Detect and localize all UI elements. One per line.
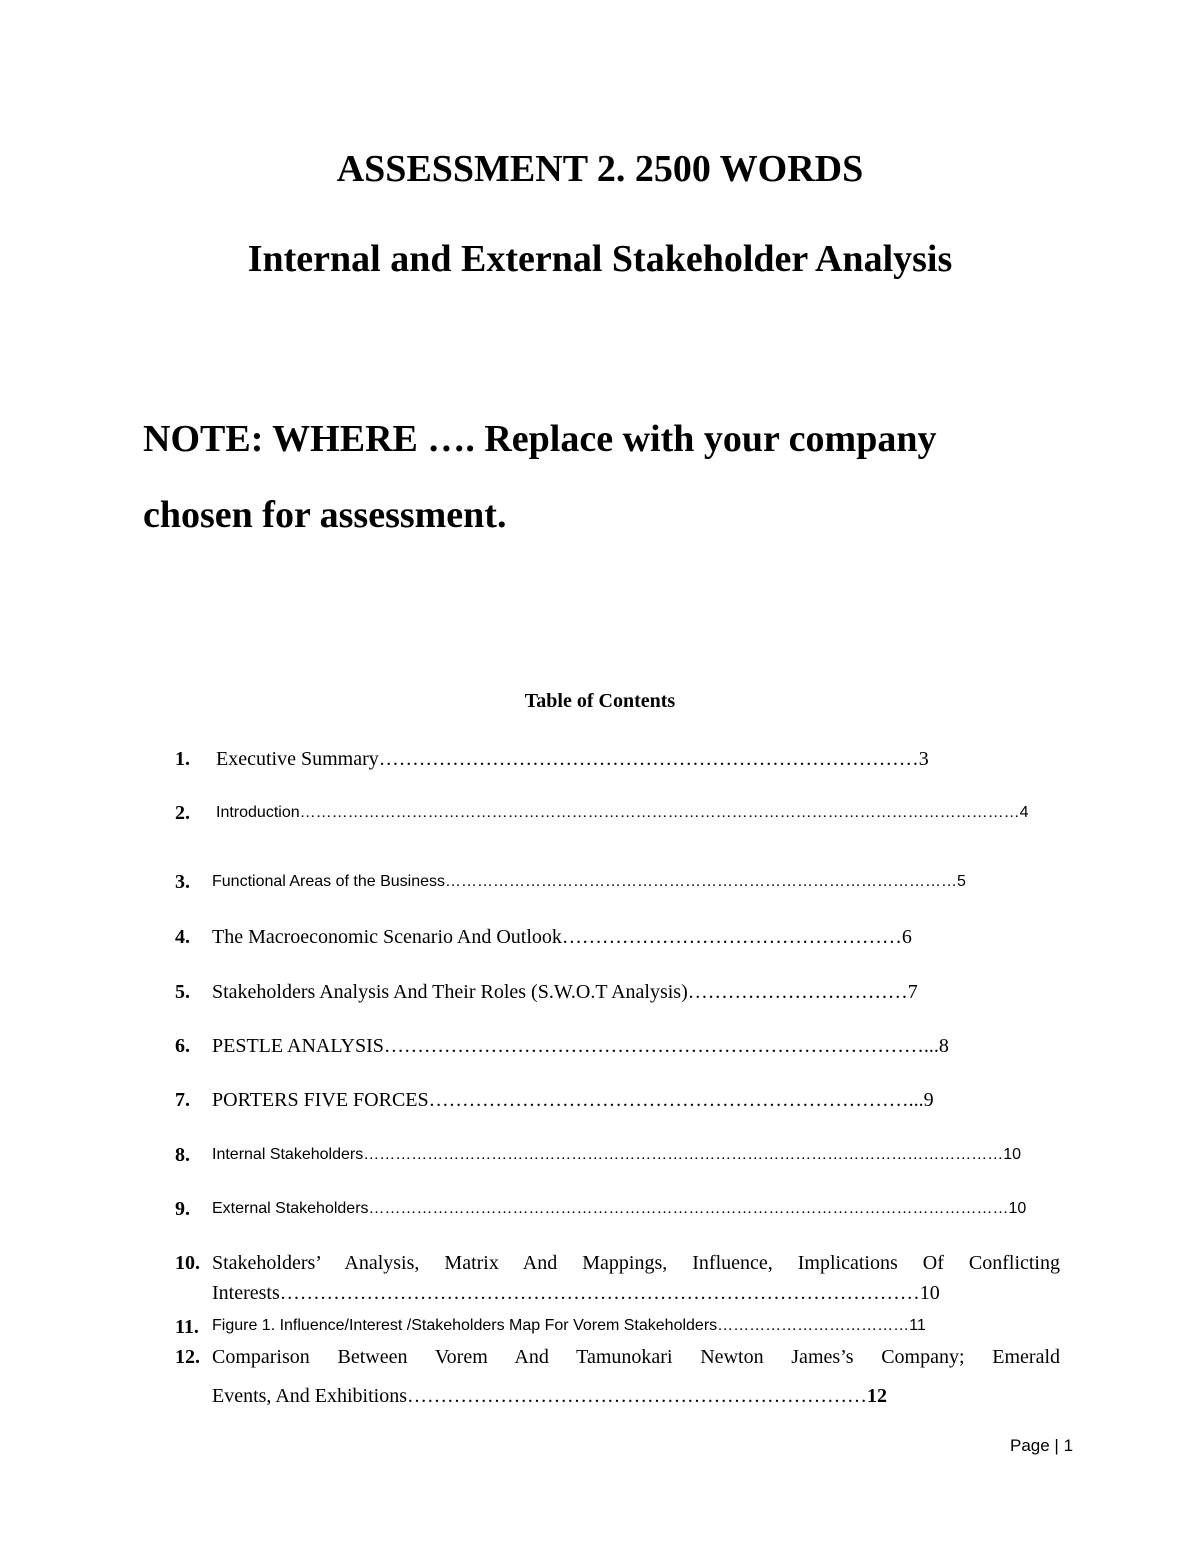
toc-item-number: 10. (175, 1252, 200, 1274)
toc-item-number: 12. (175, 1346, 200, 1368)
document-subtitle: Internal and External Stakeholder Analysis (247, 238, 953, 280)
toc-item-number: 3. (175, 871, 190, 893)
toc-item-text: PORTERS FIVE FORCES………………………………………………………………...9 (212, 1089, 934, 1111)
toc-item-number: 6. (175, 1035, 190, 1057)
toc-item-number: 5. (175, 981, 190, 1003)
toc-item-text-continued: Interests……………………………………………………………………………………10 (212, 1282, 940, 1304)
toc-item-text: Stakeholders Analysis And Their Roles (S.W.O.T Analysis)……………………………7 (212, 981, 918, 1003)
toc-item-text: Stakeholders’ Analysis, Matrix And Mappings, Influence, Implications Of Conflicting (212, 1252, 1060, 1274)
toc-heading: Table of Contents (524, 690, 676, 712)
toc-item-text: Internal Stakeholders…………………………………………………………………………………………………………10 (212, 1146, 1021, 1163)
note-line-1: NOTE: WHERE …. Replace with your company (143, 418, 937, 460)
toc-item-number: 1. (175, 748, 190, 770)
page-number-footer: Page | 1 (1010, 1436, 1074, 1455)
toc-item-text-continued (212, 1386, 887, 1406)
toc-item-text: External Stakeholders…………………………………………………………………………………………………………10 (212, 1200, 1027, 1217)
toc-item-page: 12 (867, 1385, 887, 1407)
toc-item-leader: Events, And Exhibitions…………………………………………………………… (212, 1385, 867, 1407)
toc-item-text: The Macroeconomic Scenario And Outlook……………………………………………6 (212, 926, 912, 948)
toc-item-text: Executive Summary………………………………………………………………………3 (216, 748, 929, 770)
toc-item-text: PESTLE ANALYSIS………………………………………………………………………...8 (212, 1035, 949, 1057)
toc-item-text: Functional Areas of the Business……………………………………………………………………………………5 (212, 873, 966, 890)
toc-item-number: 8. (175, 1144, 190, 1166)
toc-item-text: Comparison Between Vorem And Tamunokari Newton James’s Company; Emerald (212, 1346, 1060, 1368)
document-title: ASSESSMENT 2. 2500 WORDS (336, 148, 864, 190)
toc-item-number: 7. (175, 1089, 190, 1111)
toc-item-number: 4. (175, 926, 190, 948)
toc-item-text: Figure 1. Influence/Interest /Stakeholders Map For Vorem Stakeholders………………………………11 (212, 1317, 926, 1334)
toc-item-number: 9. (175, 1198, 190, 1220)
note-line-2: chosen for assessment. (143, 494, 507, 536)
toc-item-number: 2. (175, 802, 190, 824)
toc-item-text: Introduction………………………………………………………………………………………………………………………4 (216, 804, 1029, 821)
toc-item-number: 11. (175, 1316, 199, 1338)
